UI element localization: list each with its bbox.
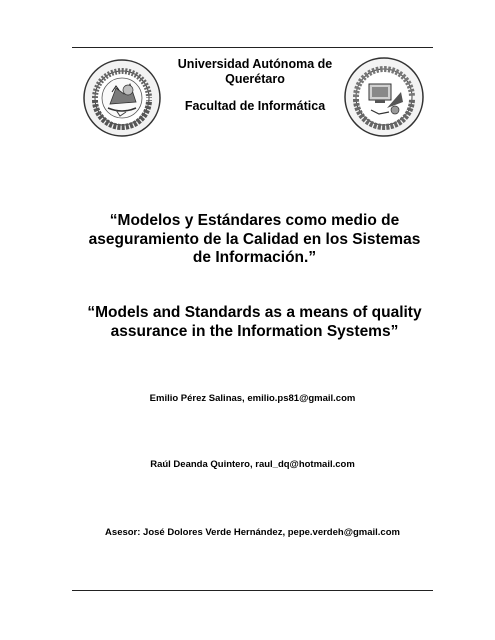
bottom-rule: [72, 590, 433, 591]
author-line-1: Emilio Pérez Salinas, emilio.ps81@gmail.com: [149, 393, 356, 404]
title-spanish: “Modelos y Estándares como medio de aseguramiento de la Calidad en los Sistemas de Información.”: [88, 212, 421, 266]
faculty-name: Facultad de Informática: [184, 99, 326, 113]
advisor-line: Asesor: José Dolores Verde Hernández, pepe.verdeh@gmail.com: [105, 527, 400, 538]
top-rule: [72, 47, 433, 48]
title-english: “Models and Standards as a means of quality assurance in the Information Systems”: [87, 304, 422, 340]
university-name: Universidad Autónoma de Querétaro: [177, 57, 333, 86]
author-line-2: Raúl Deanda Quintero, raul_dq@hotmail.com: [150, 459, 355, 470]
faculty-seal-icon: [343, 56, 425, 138]
university-seal-icon: [82, 58, 162, 138]
